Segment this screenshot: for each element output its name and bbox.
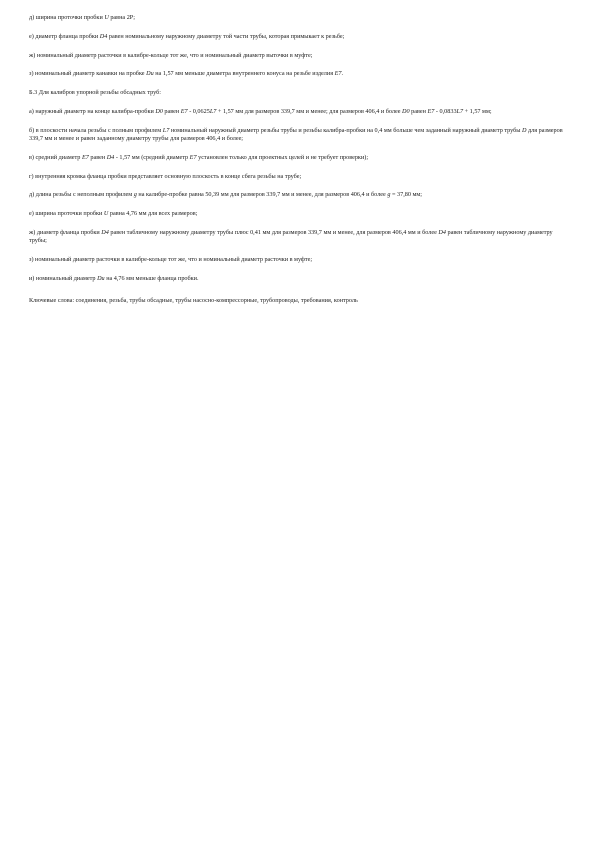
text-run: а) наружный диаметр на конце калибра-пробки <box>29 107 156 115</box>
text-run: ж) диаметр фланца пробки <box>29 228 102 236</box>
text-run: номинальный наружный диаметр резьбы трубы и резьбы калибра-пробки на 0,4 мм больше чем заданный наружный диаметр трубы <box>169 126 523 134</box>
formula-symbol: D0 <box>402 107 410 115</box>
formula-symbol: U <box>104 14 109 21</box>
text-run: . <box>341 70 344 78</box>
formula-symbol: E7 <box>334 70 342 78</box>
formula-symbol: E7 <box>81 153 89 161</box>
formula-symbol: Du <box>146 70 154 78</box>
paragraph-zh-counterbore-diameter <box>29 52 569 60</box>
formula-symbol: U <box>103 210 109 218</box>
formula-symbol: L7 <box>162 126 170 134</box>
paragraph-a-outer-diameter <box>29 108 569 116</box>
text-run: г) внутренняя кромка фланца пробки представляет основную плоскость в конце сбега резьбы на трубе; <box>29 172 302 180</box>
formula-symbol: L7 <box>456 107 464 115</box>
text-run: в) средний диаметр <box>29 153 82 161</box>
text-run: - 1,57 мм (средний диаметр <box>114 153 190 161</box>
text-run: равен табличному наружному диаметру трубы; <box>29 228 553 245</box>
paragraph-v-pitch-diameter <box>29 154 569 162</box>
text-run: б) в плоскости начала резьбы с полным профилем <box>29 126 163 134</box>
text-run: равен <box>409 107 428 115</box>
text-run: д) длина резьбы с неполным профилем <box>29 191 134 199</box>
formula-symbol: D4 <box>438 228 446 236</box>
text-run: = 37,80 мм; <box>390 191 423 199</box>
formula-symbol: Du <box>97 274 105 282</box>
formula-symbol: E7 <box>189 153 197 161</box>
formula-symbol: E7 <box>427 107 435 115</box>
paragraph-b-full-thread-plane <box>29 127 569 143</box>
text-run: з) номинальный диаметр расточки в калибре-кольце тот же, что и номинальный диаметр расточки в муфте; <box>29 255 313 263</box>
text-run: равна 4,76 мм для всех размеров; <box>108 210 198 218</box>
formula-symbol: E7 <box>180 107 188 115</box>
text-run: для размеров 339,7 мм и менее и равен заданному диаметру трубы для размеров 406,4 и более; <box>29 126 563 142</box>
text-run: равна 2P; <box>108 14 135 21</box>
paragraph-g-flange-inner-edge <box>29 173 569 181</box>
document-page <box>29 14 569 316</box>
formula-symbol: g <box>133 191 137 199</box>
text-run: ж) номинальный диаметр расточки в калибре-кольце тот же, что и номинальный диаметр выточки в муфте; <box>29 51 313 59</box>
text-run: на 4,76 мм меньше фланца пробки. <box>104 274 199 282</box>
text-run: д) ширина проточки пробки <box>29 14 105 21</box>
text-run: равен <box>88 153 107 161</box>
text-run: равен <box>162 107 181 115</box>
section-heading-b3 <box>29 89 569 97</box>
paragraph-zh-flange-diameter <box>29 229 569 245</box>
text-run: + 1,57 мм для размеров 339,7 мм и менее; для размеров 406,4 и более <box>216 107 403 115</box>
paragraph-i-nominal-diameter <box>29 275 569 283</box>
paragraph-z-counterbore-diameter <box>29 256 569 264</box>
paragraph-d-incomplete-thread-length <box>29 191 569 199</box>
text-run: установлен только для проектных целей и не требует проверки); <box>196 153 369 161</box>
text-run: - 0,0625 <box>187 107 210 115</box>
text-run: равен табличному наружному диаметру трубы плюс 0,41 мм для размеров 339,7 мм и менее, для размеров 406,4 мм и более <box>108 228 439 236</box>
text-run: и) номинальный диаметр <box>29 274 98 282</box>
paragraph-e-relief-width <box>29 210 569 218</box>
text-run: на 1,57 мм меньше диаметра внутреннего конуса на резьбе изделия <box>153 70 335 78</box>
formula-symbol: D4 <box>106 153 115 161</box>
formula-symbol: D4 <box>99 32 108 40</box>
formula-symbol: L7 <box>209 107 217 115</box>
text-run: + 1,57 мм; <box>463 107 492 115</box>
text-run: на калибре-пробке равна 50,39 мм для размеров 339,7 мм и менее, для размеров 406,4 и более <box>136 191 388 199</box>
text-run: е) ширина проточки пробки <box>29 210 104 218</box>
paragraph-d-flange-width <box>29 14 569 22</box>
text-run: е) диаметр фланца пробки <box>29 32 100 40</box>
formula-symbol: D4 <box>101 228 109 236</box>
paragraph-z-groove-diameter <box>29 70 569 78</box>
text-run: Ключевые слова: соединения, резьба, трубы обсадные, трубы насосно-компрессорные, трубопроводы, требования, контроль <box>29 296 358 304</box>
formula-symbol: g <box>387 191 391 199</box>
text-run: Б.3 Для калибров упорной резьбы обсадных труб: <box>29 89 161 97</box>
formula-symbol: D0 <box>155 107 163 115</box>
text-run: равен номинальному наружному диаметру той части трубы, которая примыкает к резьбе; <box>107 32 345 40</box>
text-run: - 0,0833 <box>434 107 457 115</box>
keywords-line <box>29 297 569 305</box>
formula-symbol: D <box>522 126 527 134</box>
paragraph-e-flange-diameter <box>29 33 569 41</box>
text-run: з) номинальный диаметр канавки на пробке <box>29 70 147 78</box>
